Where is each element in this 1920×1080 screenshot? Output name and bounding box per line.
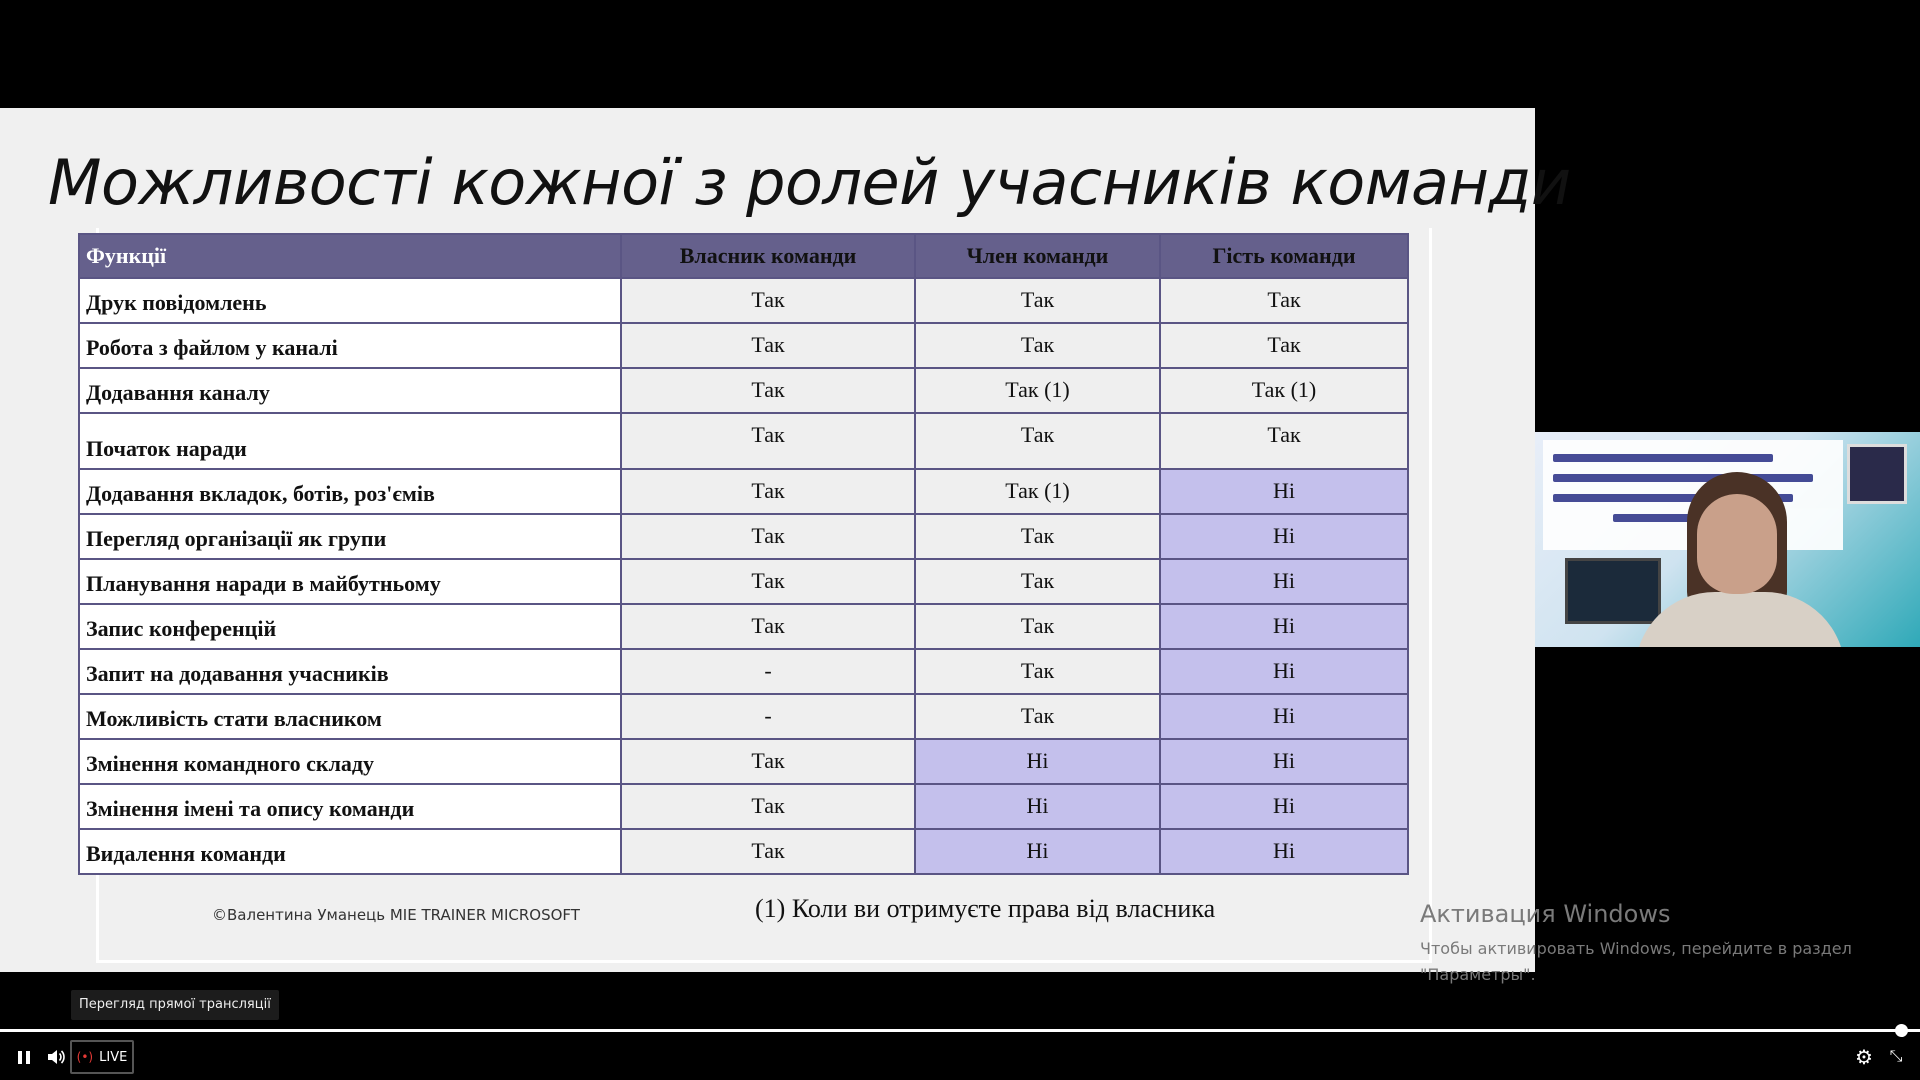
header-functions: Функції — [79, 234, 621, 278]
func-cell: Друк повідомлень — [79, 278, 621, 323]
guest-cell: Ні — [1160, 739, 1408, 784]
func-cell: Змінення імені та опису команди — [79, 784, 621, 829]
guest-cell: Ні — [1160, 829, 1408, 874]
func-cell: Запит на додавання учасників — [79, 649, 621, 694]
guest-cell: Так — [1160, 413, 1408, 469]
live-tooltip: Перегляд прямої трансляції — [71, 990, 279, 1020]
table-row — [79, 323, 1408, 368]
member-cell: Так — [915, 514, 1160, 559]
guest-cell: Так — [1160, 323, 1408, 368]
volume-icon[interactable] — [44, 1040, 68, 1074]
table-row — [79, 649, 1408, 694]
func-cell: Запис конференцій — [79, 604, 621, 649]
exit-fullscreen-icon[interactable]: ⤡ — [1889, 1048, 1903, 1065]
member-cell: Так — [915, 278, 1160, 323]
func-cell: Можливість стати власником — [79, 694, 621, 739]
owner-cell: Так — [621, 604, 915, 649]
func-cell: Початок наради — [79, 413, 621, 469]
table-header-row — [79, 234, 1408, 278]
table-row — [79, 784, 1408, 829]
owner-cell: - — [621, 649, 915, 694]
owner-cell: Так — [621, 739, 915, 784]
guest-cell: Так — [1160, 278, 1408, 323]
table-row — [79, 514, 1408, 559]
member-cell: Так — [915, 323, 1160, 368]
guest-cell: Ні — [1160, 514, 1408, 559]
progress-knob[interactable] — [1895, 1024, 1908, 1037]
guest-cell: Так (1) — [1160, 368, 1408, 413]
member-cell: Так — [915, 413, 1160, 469]
func-cell: Перегляд організації як групи — [79, 514, 621, 559]
guest-cell: Ні — [1160, 604, 1408, 649]
owner-cell: Так — [621, 413, 915, 469]
table-row — [79, 413, 1408, 469]
progress-bar[interactable] — [0, 1029, 1920, 1032]
table-row — [79, 604, 1408, 649]
owner-cell: Так — [621, 469, 915, 514]
table-row — [79, 559, 1408, 604]
member-cell: Так — [915, 649, 1160, 694]
guest-cell: Ні — [1160, 559, 1408, 604]
pause-icon[interactable] — [14, 1040, 34, 1074]
settings-icon[interactable]: ⚙ — [1855, 1046, 1873, 1069]
live-icon: (•) — [76, 1050, 94, 1064]
header-owner: Власник команди — [621, 234, 915, 278]
table-row — [79, 368, 1408, 413]
member-cell: Ні — [915, 739, 1160, 784]
live-button[interactable] — [70, 1040, 134, 1074]
guest-cell: Ні — [1160, 784, 1408, 829]
table-row — [79, 829, 1408, 874]
table-row — [79, 739, 1408, 784]
func-cell: Видалення команди — [79, 829, 621, 874]
roles-table — [78, 233, 1409, 875]
slide-title: Можливості кожної з ролей учасників команди — [48, 146, 1571, 219]
player-controls — [0, 1040, 1920, 1074]
owner-cell: - — [621, 694, 915, 739]
member-cell: Так — [915, 604, 1160, 649]
table-row — [79, 694, 1408, 739]
owner-cell: Так — [621, 514, 915, 559]
owner-cell: Так — [621, 368, 915, 413]
guest-cell: Ні — [1160, 469, 1408, 514]
owner-cell: Так — [621, 784, 915, 829]
author-credit: ©Валентина Уманець MIE TRAINER MICROSOFT — [212, 906, 580, 924]
slide-footnote: (1) Коли ви отримуєте права від власника — [755, 894, 1216, 923]
owner-cell: Так — [621, 323, 915, 368]
webcam-video — [1535, 432, 1920, 647]
func-cell: Планування наради в майбутньому — [79, 559, 621, 604]
member-cell: Так (1) — [915, 368, 1160, 413]
header-member: Член команди — [915, 234, 1160, 278]
windows-activation-subtitle: Чтобы активировать Windows, перейдите в раздел "Параметры". — [1420, 939, 1852, 984]
table-row — [79, 278, 1408, 323]
member-cell: Ні — [915, 784, 1160, 829]
member-cell: Так — [915, 559, 1160, 604]
owner-cell: Так — [621, 829, 915, 874]
table-row — [79, 469, 1408, 514]
roles-table-body — [79, 278, 1408, 874]
func-cell: Змінення командного складу — [79, 739, 621, 784]
header-guest: Гість команди — [1160, 234, 1408, 278]
func-cell: Додавання вкладок, ботів, роз'ємів — [79, 469, 621, 514]
member-cell: Ні — [915, 829, 1160, 874]
guest-cell: Ні — [1160, 649, 1408, 694]
owner-cell: Так — [621, 559, 915, 604]
presenter-avatar — [1635, 472, 1845, 647]
member-cell: Так (1) — [915, 469, 1160, 514]
member-cell: Так — [915, 694, 1160, 739]
windows-activation-title: Активация Windows — [1420, 900, 1671, 928]
func-cell: Робота з файлом у каналі — [79, 323, 621, 368]
live-label: LIVE — [99, 1049, 128, 1065]
func-cell: Додавання каналу — [79, 368, 621, 413]
owner-cell: Так — [621, 278, 915, 323]
guest-cell: Ні — [1160, 694, 1408, 739]
webcam-background-screen — [1847, 444, 1907, 504]
